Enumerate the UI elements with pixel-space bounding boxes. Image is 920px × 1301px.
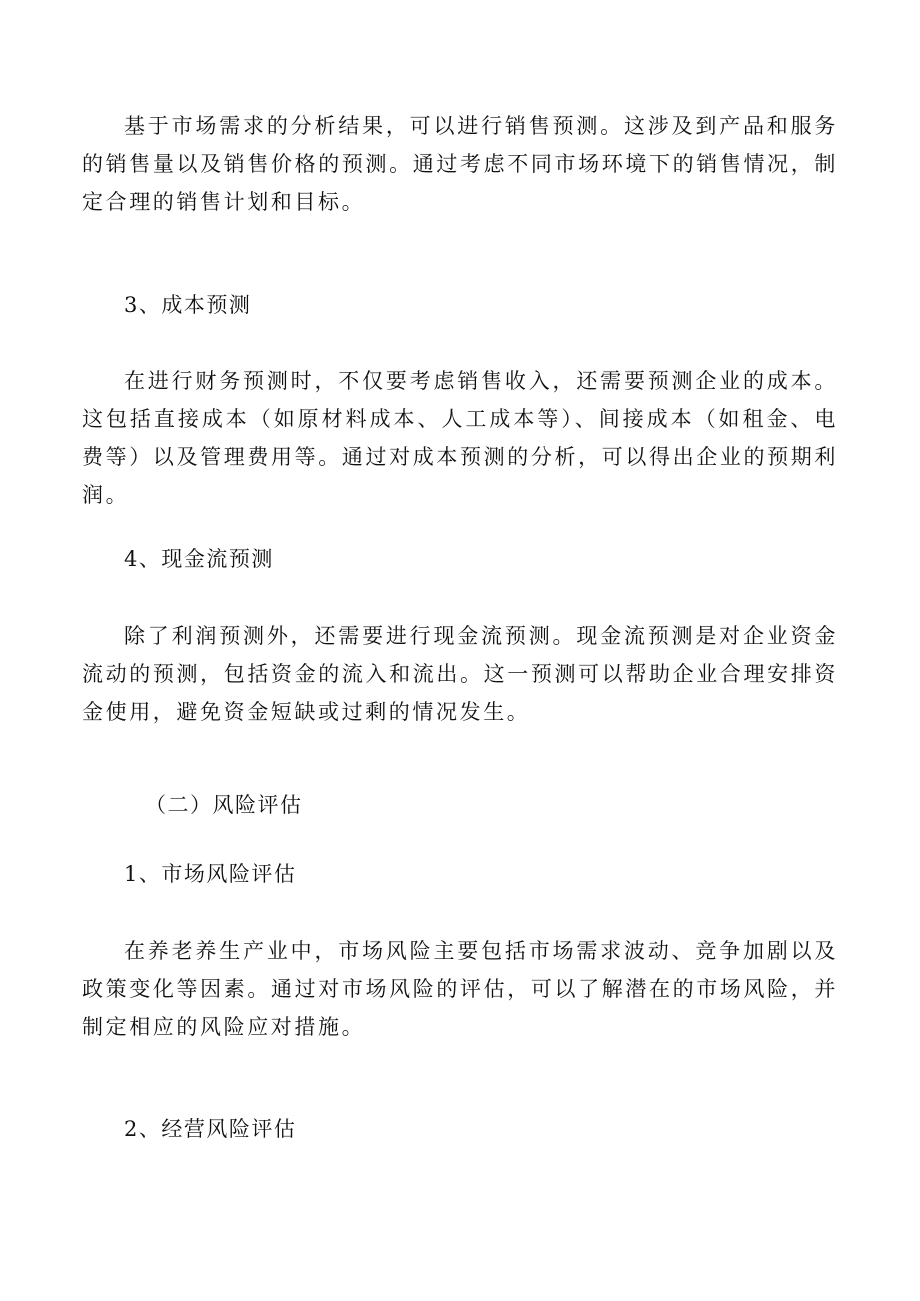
heading-operation-risk: 2、经营风险评估 [124, 1117, 297, 1141]
heading-market-risk: 1、市场风险评估 [124, 862, 297, 886]
heading-risk-assessment: （二）风险评估 [145, 793, 303, 817]
heading-cashflow-forecast: 4、现金流预测 [124, 547, 274, 571]
paragraph-cost-forecast: 在进行财务预测时，不仅要考虑销售收入，还需要预测企业的成本。这包括直接成本（如原材料成本、人工成本等）、间接成本（如租金、电费等）以及管理费用等。通过对成本预测的分析，可以得出企业的预期利润。 [82, 369, 838, 507]
paragraph-market-risk: 在养老养生产业中，市场风险主要包括市场需求波动、竞争加剧以及政策变化等因素。通过对市场风险的评估，可以了解潜在的市场风险，并制定相应的风险应对措施。 [82, 939, 838, 1039]
paragraph-sales-forecast: 基于市场需求的分析结果，可以进行销售预测。这涉及到产品和服务的销售量以及销售价格的预测。通过考虑不同市场环境下的销售情况，制定合理的销售计划和目标。 [82, 114, 838, 214]
heading-cost-forecast: 3、成本预测 [124, 293, 252, 317]
paragraph-cashflow-forecast: 除了利润预测外，还需要进行现金流预测。现金流预测是对企业资金流动的预测，包括资金的流入和流出。这一预测可以帮助企业合理安排资金使用，避免资金短缺或过剩的情况发生。 [82, 624, 838, 724]
